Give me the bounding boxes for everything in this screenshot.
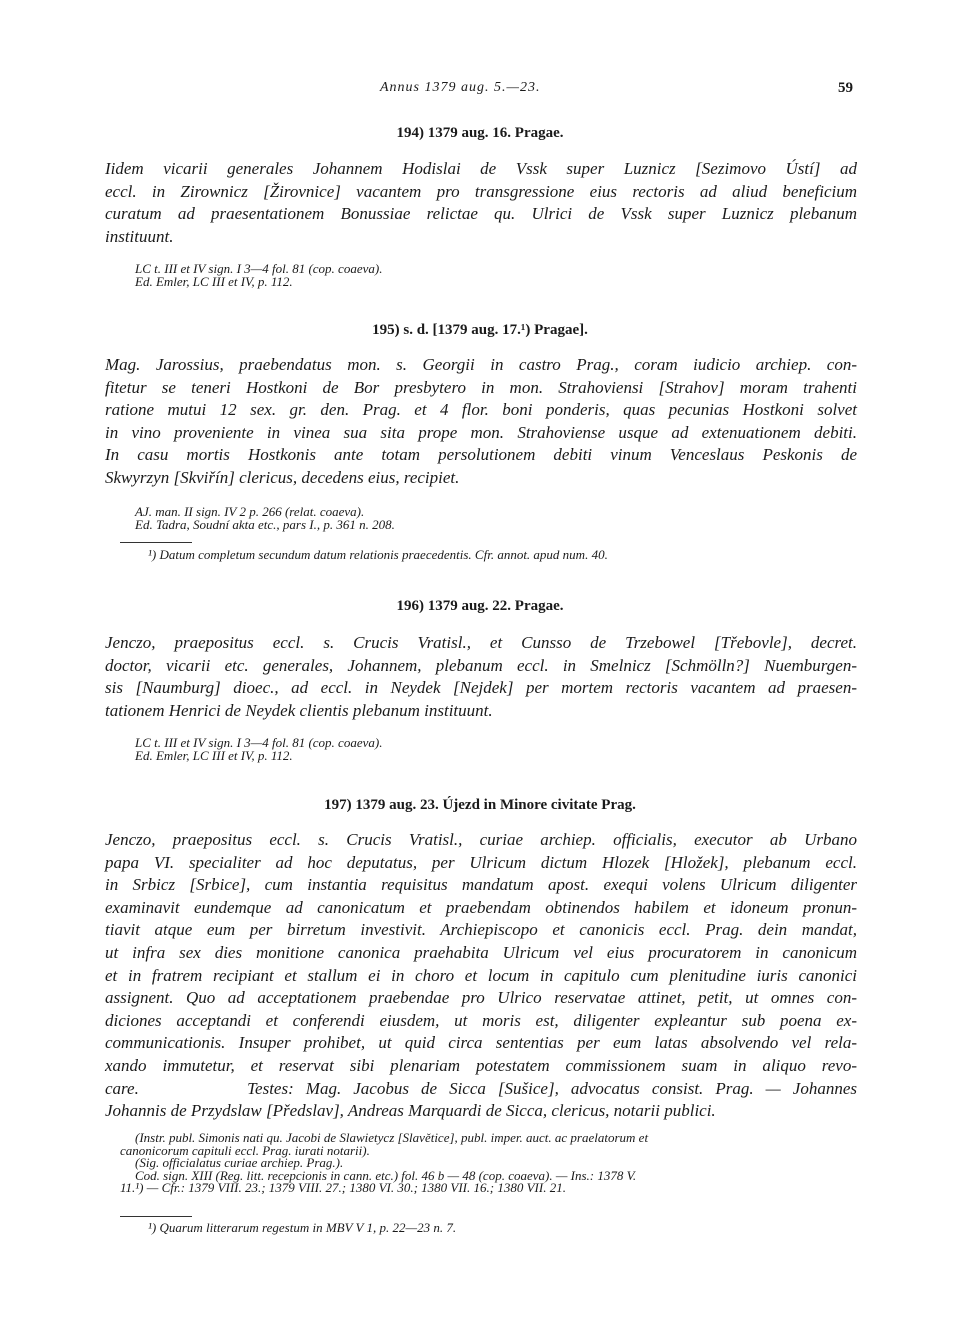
- source-line: AJ. man. II sign. IV 2 p. 266 (relat. coaeva).: [135, 504, 365, 519]
- text-line: doctor, vicarii etc. generales, Johannem, plebanum eccl. in Smelnicz [Schmölln?] Nuemburgen-: [105, 655, 857, 675]
- text-line: curatum ad praesentationem Bonussiae relictae qu. Ulrici de Vssk super Luznicz plebanum: [105, 204, 857, 224]
- entry-text-195: [105, 354, 857, 490]
- entry-text-197: [105, 829, 857, 1123]
- source-line: (Instr. publ. Simonis nati qu. Jacobi de Slawietycz [Slavětice], publ. imper. auct. ac praelatorum et: [135, 1130, 649, 1145]
- text-line: Jenczo, praepositus eccl. s. Crucis Vratisl., et Cunsso de Trzebowel [Třebovle], decret.: [105, 633, 857, 652]
- text-line: Mag. Jarossius, praebendatus mon. s. Georgii in castro Prag., coram iudicio archiep. con-: [105, 355, 857, 374]
- source-line: Ed. Emler, LC III et IV, p. 112.: [135, 274, 293, 289]
- text-line: diciones acceptandi et conferendi eiusdem, ut moris est, diligenter expleantur sub poena ex-: [105, 1010, 857, 1030]
- source-line: 11.¹) — Cfr.: 1379 VIII. 23.; 1379 VIII. 27.; 1380 VI. 30.; 1380 VII. 16.; 1380 VII. 21.: [120, 1180, 566, 1195]
- text-line: examinavit eundemque ad canonicatum et praebendam obtinendos habilem et idoneum pronun-: [105, 897, 857, 917]
- text-line: fitetur se teneri Hostkoni de Bor presbytero in mon. Strahoviensi [Strahov] moram trahenti: [105, 377, 857, 397]
- text-line: ratione mutui 12 sex. gr. den. Prag. et 4 flor. boni ponderis, quas pecunias Hostkoni solvet: [105, 400, 857, 420]
- entry-text-194: [105, 158, 857, 248]
- footnote-197: ¹) Quarum litterarum regestum in MBV V 1, p. 22—23 n. 7.: [148, 1220, 457, 1235]
- source-line: Cod. sign. XIII (Reg. litt. recepcionis in cann. etc.) fol. 46 b — 48 (cop. coaeva). — Ins.: 1378 V.: [135, 1167, 637, 1183]
- entry-text-196: [105, 632, 857, 722]
- running-head: Annus 1379 aug. 5.—23.: [380, 80, 541, 95]
- source-notes-196: [135, 736, 855, 762]
- footnote-rule: [120, 1216, 192, 1217]
- source-line: LC t. III et IV sign. I 3—4 fol. 81 (cop. coaeva).: [135, 261, 383, 276]
- source-line: LC t. III et IV sign. I 3—4 fol. 81 (cop. coaeva).: [135, 735, 383, 750]
- entry-title-196: 196) 1379 aug. 22. Pragae.: [396, 598, 564, 614]
- text-line: In casu mortis Hostkonis ante totam persolutionem debiti vinum Venceslaus Peskonis de: [105, 445, 857, 465]
- text-line: tiavit atque eum per birretum investivit. Archiepiscopo et canonicis eccl. Prag. dein mandat,: [105, 920, 857, 940]
- source-notes-194: [135, 262, 855, 288]
- source-notes-195: [135, 505, 855, 531]
- text-line: xando immutetur, et reservat sibi plenariam potestatem commissionem suam in aliquo revo-: [105, 1055, 857, 1075]
- text-line: ut infra sex dies monitione canonica praehabita Ulricum vel eius procuratorem in canonicum: [105, 942, 857, 962]
- text-line: Iidem vicarii generales Johannem Hodislai de Vssk super Luznicz [Sezimovo Ústí] ad: [105, 159, 857, 178]
- text-line: eccl. in Zirownicz [Žirovnice] vacantem pro transgressione eius rectoris ad aliud beneficium: [105, 181, 857, 201]
- source-notes-197: [120, 1132, 860, 1195]
- text-line: assignent. Quo ad acceptationem praebendae pro Ulrico reservatae attinet, petit, ut omnes con-: [105, 988, 857, 1008]
- source-line: (Sig. officialatus curiae archiep. Prag.).: [135, 1155, 344, 1170]
- text-line: tationem Henrici de Neydek clientis plebanum instituunt.: [105, 700, 493, 720]
- entry-title-195: 195) s. d. [1379 aug. 17.¹) Pragae].: [372, 322, 588, 338]
- entry-title-194: 194) 1379 aug. 16. Pragae.: [396, 125, 564, 141]
- text-line: et in fratrem recipiant et stallum ei in choro et locum in capitulo cum plenitudine iuris canonici: [105, 965, 857, 985]
- text-line: instituunt.: [105, 226, 174, 246]
- page-header: [0, 80, 960, 104]
- source-line: Ed. Tadra, Soudní akta etc., pars I., p. 361 n. 208.: [135, 517, 395, 532]
- text-line: Johannis de Przydslaw [Předslav], Andreas Marquardi de Sicca, clericus, notarii publici.: [105, 1101, 716, 1121]
- text-line: communicationis. Insuper prohibet, ut quid circa sententias per eum latas absolvendo vel rela-: [105, 1033, 857, 1053]
- text-line: papa VI. specialiter ad hoc deputatus, per Ulricum dictum Hlozek [Hložek], plebanum eccl.: [105, 852, 857, 872]
- page-number: 59: [838, 80, 853, 96]
- source-line: Ed. Emler, LC III et IV, p. 112.: [135, 748, 293, 763]
- footnote-rule: [120, 542, 192, 543]
- text-line: in vino proveniente in vinea sua sita prope mon. Strahoviense usque ad extenuationem debiti.: [105, 422, 857, 442]
- text-line: Skwyrzyn [Skviřín] clericus, decedens eius, recipiet.: [105, 467, 460, 487]
- entry-title-197: 197) 1379 aug. 23. Újezd in Minore civitate Prag.: [324, 797, 636, 813]
- footnote-195: ¹) Datum completum secundum datum relationis praecedentis. Cfr. annot. apud num. 40.: [148, 547, 608, 562]
- text-line: in Srbicz [Srbice], cum instantia requisitus mandatum apost. exequi volens Ulricum diligenter: [105, 875, 857, 895]
- source-line: canonicorum capituli eccl. Prag. iurati notarii).: [120, 1142, 370, 1158]
- text-line: care. Testes: Mag. Jacobus de Sicca [Sušice], advocatus consist. Prag. — Johannes: [105, 1078, 857, 1098]
- text-line: sis [Naumburg] dioec., ad eccl. in Neydek [Nejdek] per mortem rectoris vacantem ad praesen-: [105, 678, 857, 698]
- text-line: Jenczo, praepositus eccl. s. Crucis Vratisl., curiae archiep. officialis, executor ab Urbano: [105, 830, 857, 849]
